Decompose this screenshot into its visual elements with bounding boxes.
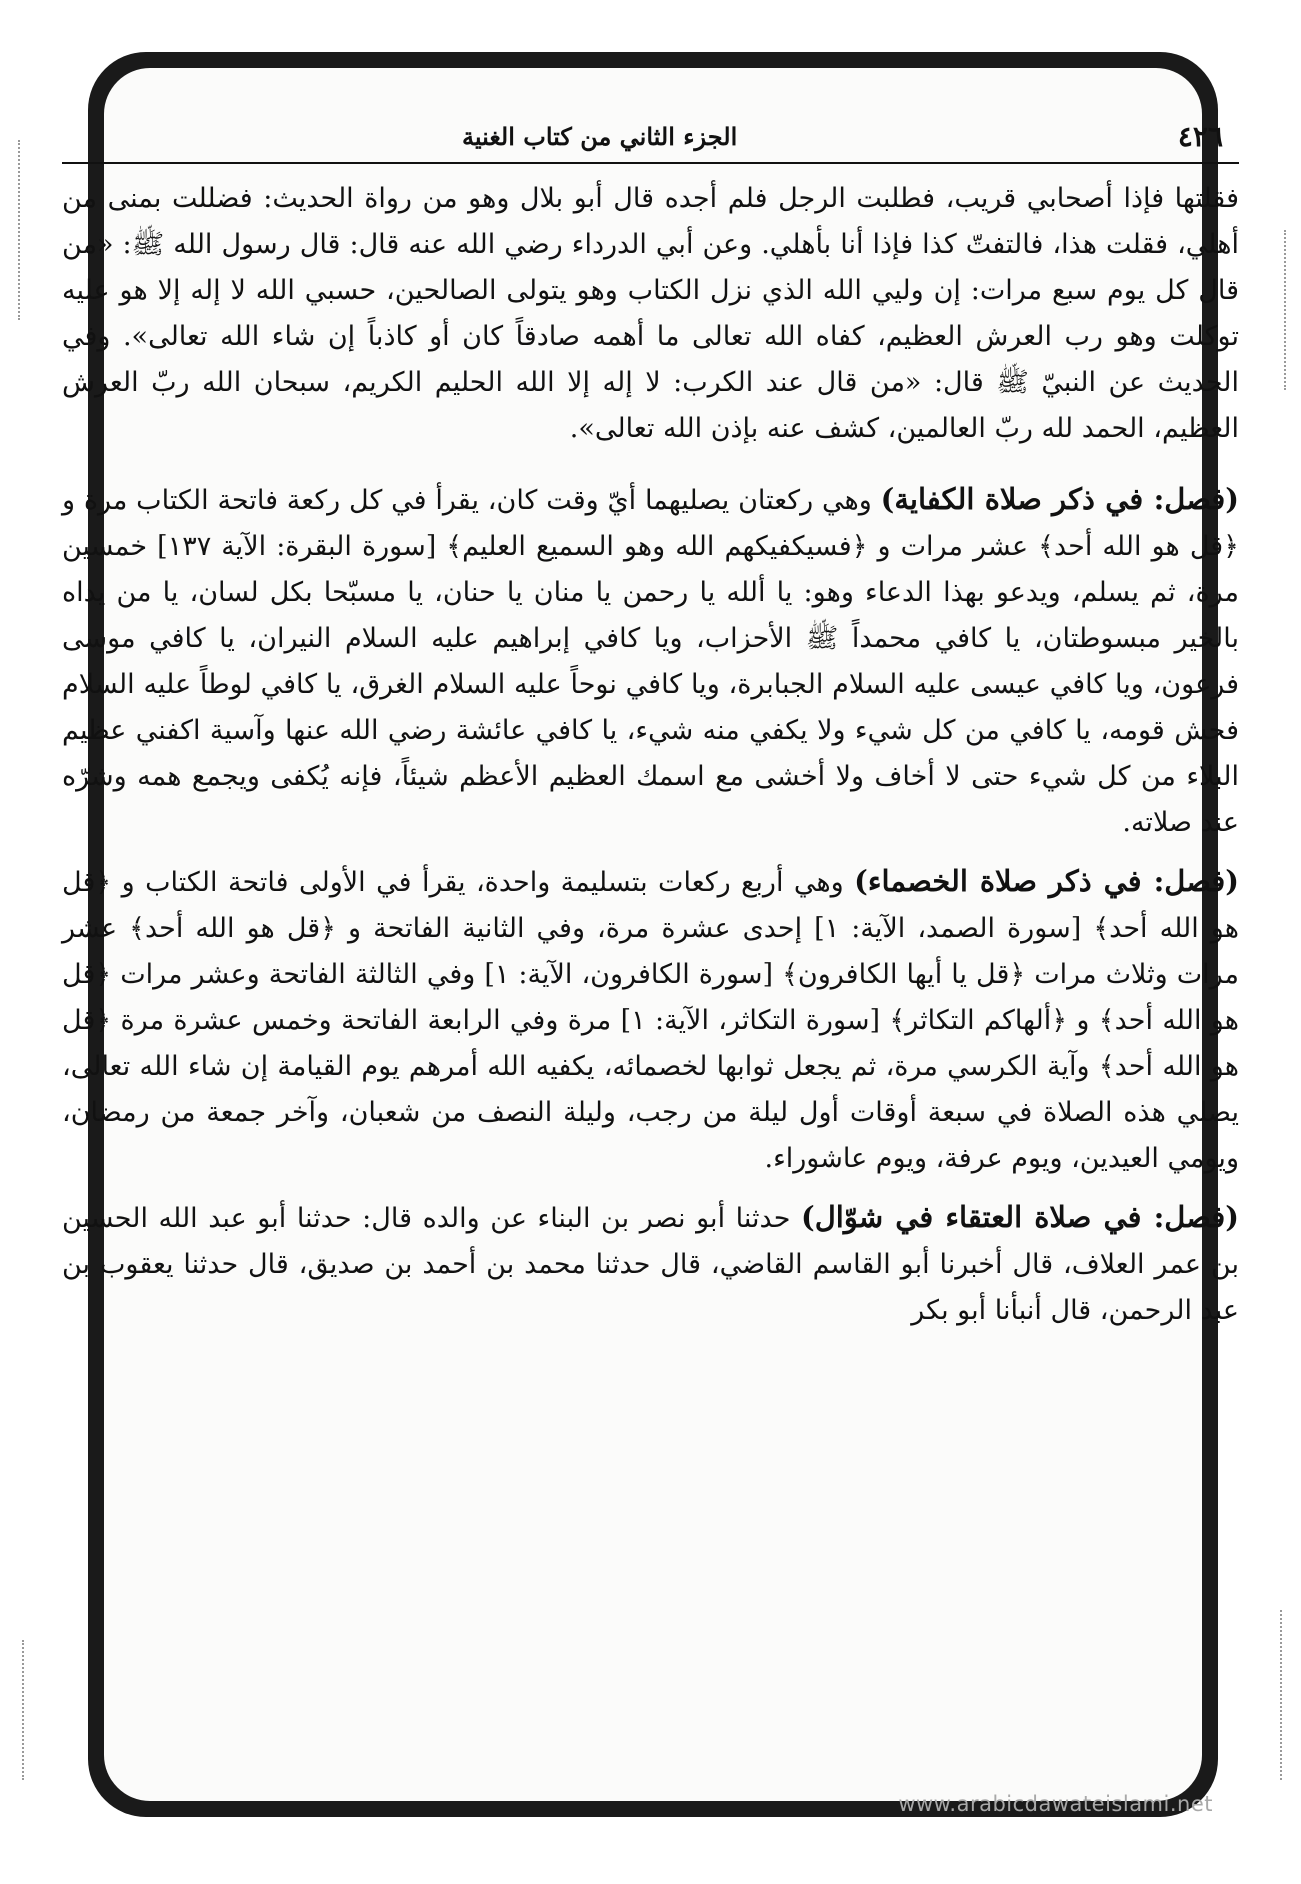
watermark: www.arabicdawateislami.net <box>898 1792 1213 1816</box>
paragraph <box>62 858 1239 1182</box>
section-heading: (فصل: في ذكر صلاة الخصماء) <box>854 864 1239 898</box>
paragraph-text: وهي أربع ركعات بتسليمة واحدة، يقرأ في الأولى فاتحة الكتاب و ﴿قل هو الله أحد﴾ [سورة الصمد، الآية: ١] إحدى عشرة مرة، وفي الثانية الفاتحة و ﴿قل هو الله أحد﴾ عشر مرات وثلاث مرات ﴿قل يا أيها الكافرون﴾ [سورة الكافرون، الآية: ١] وفي الثالثة الفاتحة وعشر مرات ﴿قل هو الله أحد﴾ و ﴿ألهاكم التكاثر﴾ [سورة التكاثر، الآية: ١] مرة وفي الرابعة الفاتحة وخمس عشرة مرة ﴿قل هو الله أحد﴾ وآية الكرسي مرة، ثم يجعل ثوابها لخصمائه، يكفيه الله أمرهم يوم القيامة إن شاء الله تعالى، يصلي هذه الصلاة في سبعة أوقات أول ليلة من رجب، وليلة النصف من شعبان، وآخر جمعة من رمضان، ويومي العيدين، ويوم عرفة، ويوم عاشوراء. <box>62 867 1239 1174</box>
paragraph <box>62 476 1239 846</box>
page-number: ٤٢٦ <box>1177 120 1223 153</box>
paragraph <box>62 1194 1239 1334</box>
scan-artifact-right <box>1284 230 1286 390</box>
scan-artifact-left <box>18 140 20 320</box>
paragraph <box>62 176 1239 452</box>
page-header <box>62 118 1239 164</box>
scan-artifact-left-lower <box>22 1640 24 1780</box>
paragraph-text: وهي ركعتان يصليهما أيّ وقت كان، يقرأ في كل ركعة فاتحة الكتاب مرة و ﴿قل هو الله أحد﴾ عشر مرات و ﴿فسيكفيكهم الله وهو السميع العليم﴾ [سورة البقرة: الآية ١٣٧] خمسين مرة، ثم يسلم، ويدعو بهذا الدعاء وهو: يا ألله يا رحمن يا منان يا حنان، يا مسبّحا بكل لسان، يا من يداه بالخير مبسوطتان، يا كافي محمداً ﷺ الأحزاب، ويا كافي إبراهيم عليه السلام النيران، يا كافي موسى فرعون، ويا كافي عيسى عليه السلام الجبابرة، ويا كافي نوحاً عليه السلام الغرق، يا كافي لوطاً عليه السلام فحش قومه، يا كافي من كل شيء ولا يكفي منه شيء، يا كافي عائشة رضي الله عنها وآسية اكفني عظيم البلاء من كل شيء حتى لا أخاف ولا أخشى مع اسمك العظيم الأعظم شيئاً، فإنه يُكفى ويجمع همه وشرّه عند صلاته. <box>62 485 1240 838</box>
scan-artifact-right-lower <box>1280 1610 1282 1780</box>
paragraph-text: حدثنا أبو نصر بن البناء عن والده قال: حدثنا أبو عبد الله الحسين بن عمر العلاف، قال أخبرنا أبو القاسم القاضي، قال حدثنا محمد بن أحمد بن صديق، قال حدثنا يعقوب بن عبد الرحمن، قال أنبأنا أبو بكر <box>62 1203 1239 1326</box>
section-heading: (فصل: في صلاة العتقاء في شوّال) <box>801 1200 1239 1234</box>
paragraph-text: فقلتها فإذا أصحابي قريب، فطلبت الرجل فلم أجده قال أبو بلال وهو من رواة الحديث: فضللت بمنى من أهلي، فقلت هذا، فالتفتّ كذا فإذا أنا بأهلي. وعن أبي الدرداء رضي الله عنه قال: قال رسول الله ﷺ: «من قال كل يوم سبع مرات: إن وليي الله الذي نزل الكتاب وهو يتولى الصالحين، حسبي الله لا إله إلا هو عليه توكلت وهو رب العرش العظيم، كفاه الله تعالى ما أهمه صادقاً كان أو كاذباً إن شاء الله تعالى». وفي الحديث عن النبيّ ﷺ قال: «من قال عند الكرب: لا إله إلا الله الحليم الكريم، سبحان الله ربّ العرش العظيم، الحمد لله ربّ العالمين، كشف عنه بإذن الله تعالى». <box>62 183 1239 444</box>
section-heading: (فصل: في ذكر صلاة الكفاية) <box>880 482 1239 516</box>
running-title: الجزء الثاني من كتاب الغنية <box>462 122 738 151</box>
body-text <box>62 176 1239 1346</box>
